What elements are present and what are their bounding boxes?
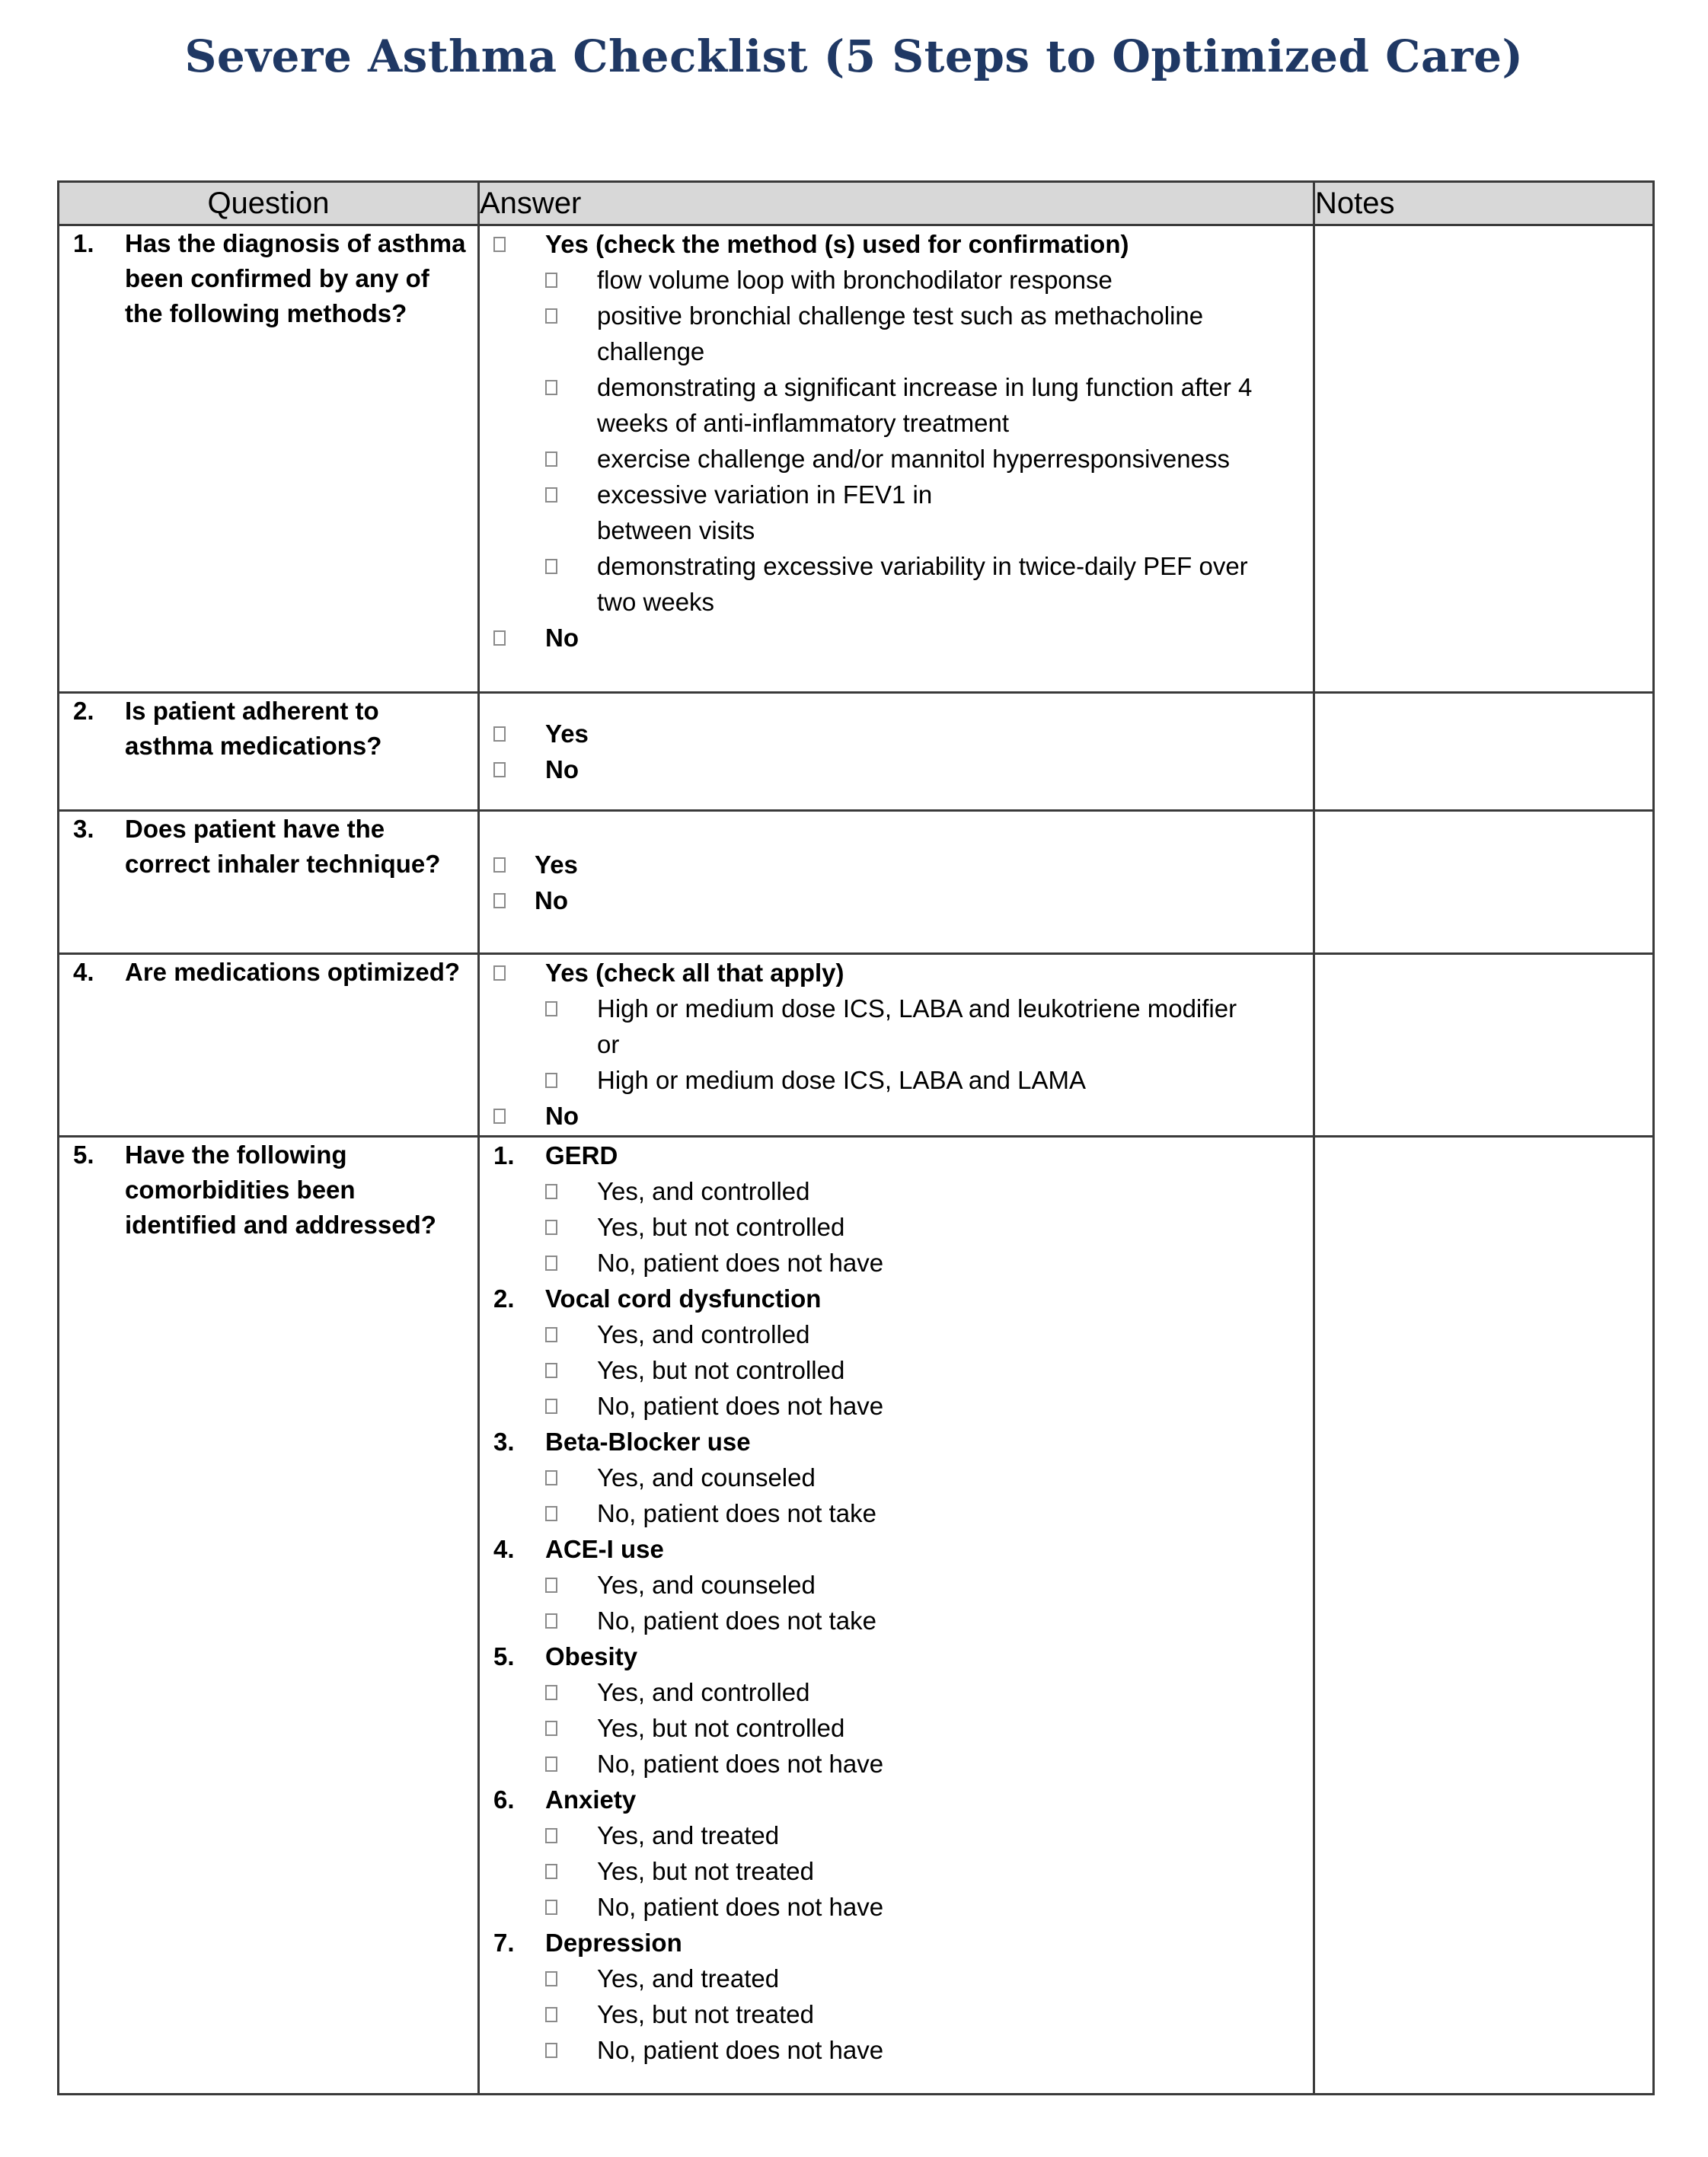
method-checkbox[interactable] bbox=[545, 262, 597, 298]
answer-label: Yes bbox=[545, 720, 589, 748]
answer-label: Yes (check the method (s) used for confirmation) bbox=[545, 230, 1129, 258]
notes-cell[interactable] bbox=[1314, 693, 1654, 811]
option-checkbox[interactable] bbox=[545, 1245, 597, 1281]
option-checkbox[interactable] bbox=[545, 1495, 597, 1531]
option-label: Yes, but not controlled bbox=[597, 1356, 845, 1384]
comorbidity-number: 5. bbox=[493, 1642, 515, 1670]
question-text: Has the diagnosis of asthma been confirmed by any of the following methods? bbox=[125, 229, 466, 327]
method-label: exercise challenge and/or mannitol hyperresponsiveness bbox=[597, 445, 1230, 473]
yes-checkbox[interactable] bbox=[493, 226, 545, 262]
notes-cell[interactable] bbox=[1314, 225, 1654, 693]
question-header: Question bbox=[59, 182, 479, 225]
table-row bbox=[59, 225, 1654, 693]
answer-label: No bbox=[545, 755, 579, 783]
option-label: No, patient does not have bbox=[597, 2036, 884, 2064]
answer-header: Answer bbox=[479, 182, 1314, 225]
answer-label: No bbox=[545, 624, 579, 652]
method-checkbox[interactable] bbox=[545, 477, 597, 512]
question-text: Is patient adherent to asthma medications? bbox=[125, 697, 382, 760]
notes-cell[interactable] bbox=[1314, 954, 1654, 1137]
comorbidity-name: ACE-I use bbox=[545, 1535, 664, 1563]
table-row bbox=[59, 1137, 1654, 2095]
method-checkbox[interactable] bbox=[545, 298, 597, 333]
method-label: demonstrating a significant increase in lung function after 4 weeks of anti-inflammatory treatment bbox=[597, 373, 1253, 437]
option-label: No, patient does not have bbox=[597, 1893, 884, 1921]
comorbidity-name: Obesity bbox=[545, 1642, 638, 1670]
table-row bbox=[59, 693, 1654, 811]
answer-cell bbox=[479, 225, 1314, 693]
answer-label: Yes (check all that apply) bbox=[545, 959, 844, 987]
option-checkbox[interactable] bbox=[545, 1062, 597, 1098]
table-row bbox=[59, 811, 1654, 954]
question-number: 3. bbox=[73, 815, 94, 843]
comorbidity-name: GERD bbox=[545, 1141, 618, 1169]
option-label: Yes, and treated bbox=[597, 1821, 780, 1849]
comorbidity-number: 2. bbox=[493, 1284, 515, 1313]
method-checkbox[interactable] bbox=[545, 369, 597, 405]
option-checkbox[interactable] bbox=[545, 1603, 597, 1638]
method-label: excessive variation in FEV1 in between visits bbox=[597, 480, 933, 544]
option-checkbox[interactable] bbox=[545, 1746, 597, 1782]
option-checkbox[interactable] bbox=[545, 1889, 597, 1925]
method-checkbox[interactable] bbox=[545, 548, 597, 584]
yes-checkbox[interactable] bbox=[493, 955, 545, 991]
question-cell bbox=[59, 225, 479, 693]
option-label: High or medium dose ICS, LABA and leukotriene modifier bbox=[597, 994, 1237, 1023]
option-label: Yes, but not treated bbox=[597, 2000, 814, 2028]
option-label: Yes, and counseled bbox=[597, 1463, 816, 1492]
header-row bbox=[59, 182, 1654, 225]
question-number: 2. bbox=[73, 697, 94, 725]
option-label: Yes, and controlled bbox=[597, 1678, 810, 1706]
comorbidity-number: 3. bbox=[493, 1428, 515, 1456]
question-cell bbox=[59, 811, 479, 954]
method-label: positive bronchial challenge test such as methacholine challenge bbox=[597, 302, 1204, 365]
option-checkbox[interactable] bbox=[545, 1996, 597, 2032]
no-checkbox[interactable] bbox=[493, 620, 545, 656]
option-checkbox[interactable] bbox=[545, 1316, 597, 1352]
question-number: 1. bbox=[73, 229, 94, 257]
option-checkbox[interactable] bbox=[545, 1961, 597, 1996]
no-checkbox[interactable] bbox=[493, 1098, 545, 1134]
option-label: High or medium dose ICS, LABA and LAMA bbox=[597, 1066, 1086, 1094]
option-checkbox[interactable] bbox=[545, 991, 597, 1026]
option-label: No, patient does not have bbox=[597, 1750, 884, 1778]
option-checkbox[interactable] bbox=[545, 1567, 597, 1603]
comorbidity-name: Anxiety bbox=[545, 1785, 637, 1814]
comorbidity-number: 6. bbox=[493, 1785, 515, 1814]
notes-cell[interactable] bbox=[1314, 811, 1654, 954]
answer-label: No bbox=[535, 885, 568, 914]
question-cell bbox=[59, 954, 479, 1137]
answer-cell bbox=[479, 811, 1314, 954]
answer-cell bbox=[479, 1137, 1314, 2095]
comorbidity-number: 7. bbox=[493, 1929, 515, 1957]
option-label: Yes, and controlled bbox=[597, 1320, 810, 1348]
method-label: demonstrating excessive variability in twice-daily PEF over two weeks bbox=[597, 552, 1248, 616]
option-label: Yes, and counseled bbox=[597, 1571, 816, 1599]
method-checkbox[interactable] bbox=[545, 441, 597, 477]
no-checkbox[interactable] bbox=[493, 751, 545, 787]
question-number: 5. bbox=[73, 1141, 94, 1169]
option-label: No, patient does not have bbox=[597, 1249, 884, 1277]
comorbidity-name: Beta-Blocker use bbox=[545, 1428, 751, 1456]
option-checkbox[interactable] bbox=[545, 1817, 597, 1853]
no-checkbox[interactable] bbox=[493, 882, 535, 918]
page-title: Severe Asthma Checklist (5 Steps to Optimized Care) bbox=[184, 30, 1524, 82]
option-label: No, patient does not take bbox=[597, 1499, 876, 1527]
question-text: Are medications optimized? bbox=[125, 958, 461, 986]
or-label: or bbox=[597, 1030, 620, 1058]
option-checkbox[interactable] bbox=[545, 1209, 597, 1245]
checklist-table bbox=[57, 180, 1655, 2095]
comorbidity-name: Vocal cord dysfunction bbox=[545, 1284, 822, 1313]
option-checkbox[interactable] bbox=[545, 1853, 597, 1889]
option-label: No, patient does not have bbox=[597, 1392, 884, 1420]
question-text: Does patient have the correct inhaler technique? bbox=[125, 815, 441, 878]
question-cell bbox=[59, 1137, 479, 2095]
option-checkbox[interactable] bbox=[545, 2032, 597, 2068]
option-label: Yes, and treated bbox=[597, 1964, 780, 1993]
option-checkbox[interactable] bbox=[545, 1710, 597, 1746]
option-checkbox[interactable] bbox=[545, 1674, 597, 1710]
answer-cell bbox=[479, 693, 1314, 811]
comorbidity-number: 4. bbox=[493, 1535, 515, 1563]
option-checkbox[interactable] bbox=[545, 1173, 597, 1209]
comorbidity-name: Depression bbox=[545, 1929, 682, 1957]
option-label: Yes, but not controlled bbox=[597, 1714, 845, 1742]
answer-cell bbox=[479, 954, 1314, 1137]
question-text: Have the following comorbidities been identified and addressed? bbox=[125, 1141, 436, 1239]
answer-label: Yes bbox=[535, 850, 578, 879]
option-checkbox[interactable] bbox=[545, 1388, 597, 1424]
comorbidity-number: 1. bbox=[493, 1141, 515, 1169]
notes-header: Notes bbox=[1314, 182, 1654, 225]
yes-checkbox[interactable] bbox=[493, 716, 545, 751]
option-checkbox[interactable] bbox=[545, 1460, 597, 1495]
answer-label: No bbox=[545, 1102, 579, 1130]
question-number: 4. bbox=[73, 958, 94, 986]
option-label: Yes, and controlled bbox=[597, 1177, 810, 1205]
method-label: flow volume loop with bronchodilator response bbox=[597, 266, 1113, 294]
notes-cell[interactable] bbox=[1314, 1137, 1654, 2095]
option-label: Yes, but not controlled bbox=[597, 1213, 845, 1241]
question-cell bbox=[59, 693, 479, 811]
table-row bbox=[59, 954, 1654, 1137]
option-label: No, patient does not take bbox=[597, 1607, 876, 1635]
yes-checkbox[interactable] bbox=[493, 847, 535, 882]
option-label: Yes, but not treated bbox=[597, 1857, 814, 1885]
option-checkbox[interactable] bbox=[545, 1352, 597, 1388]
